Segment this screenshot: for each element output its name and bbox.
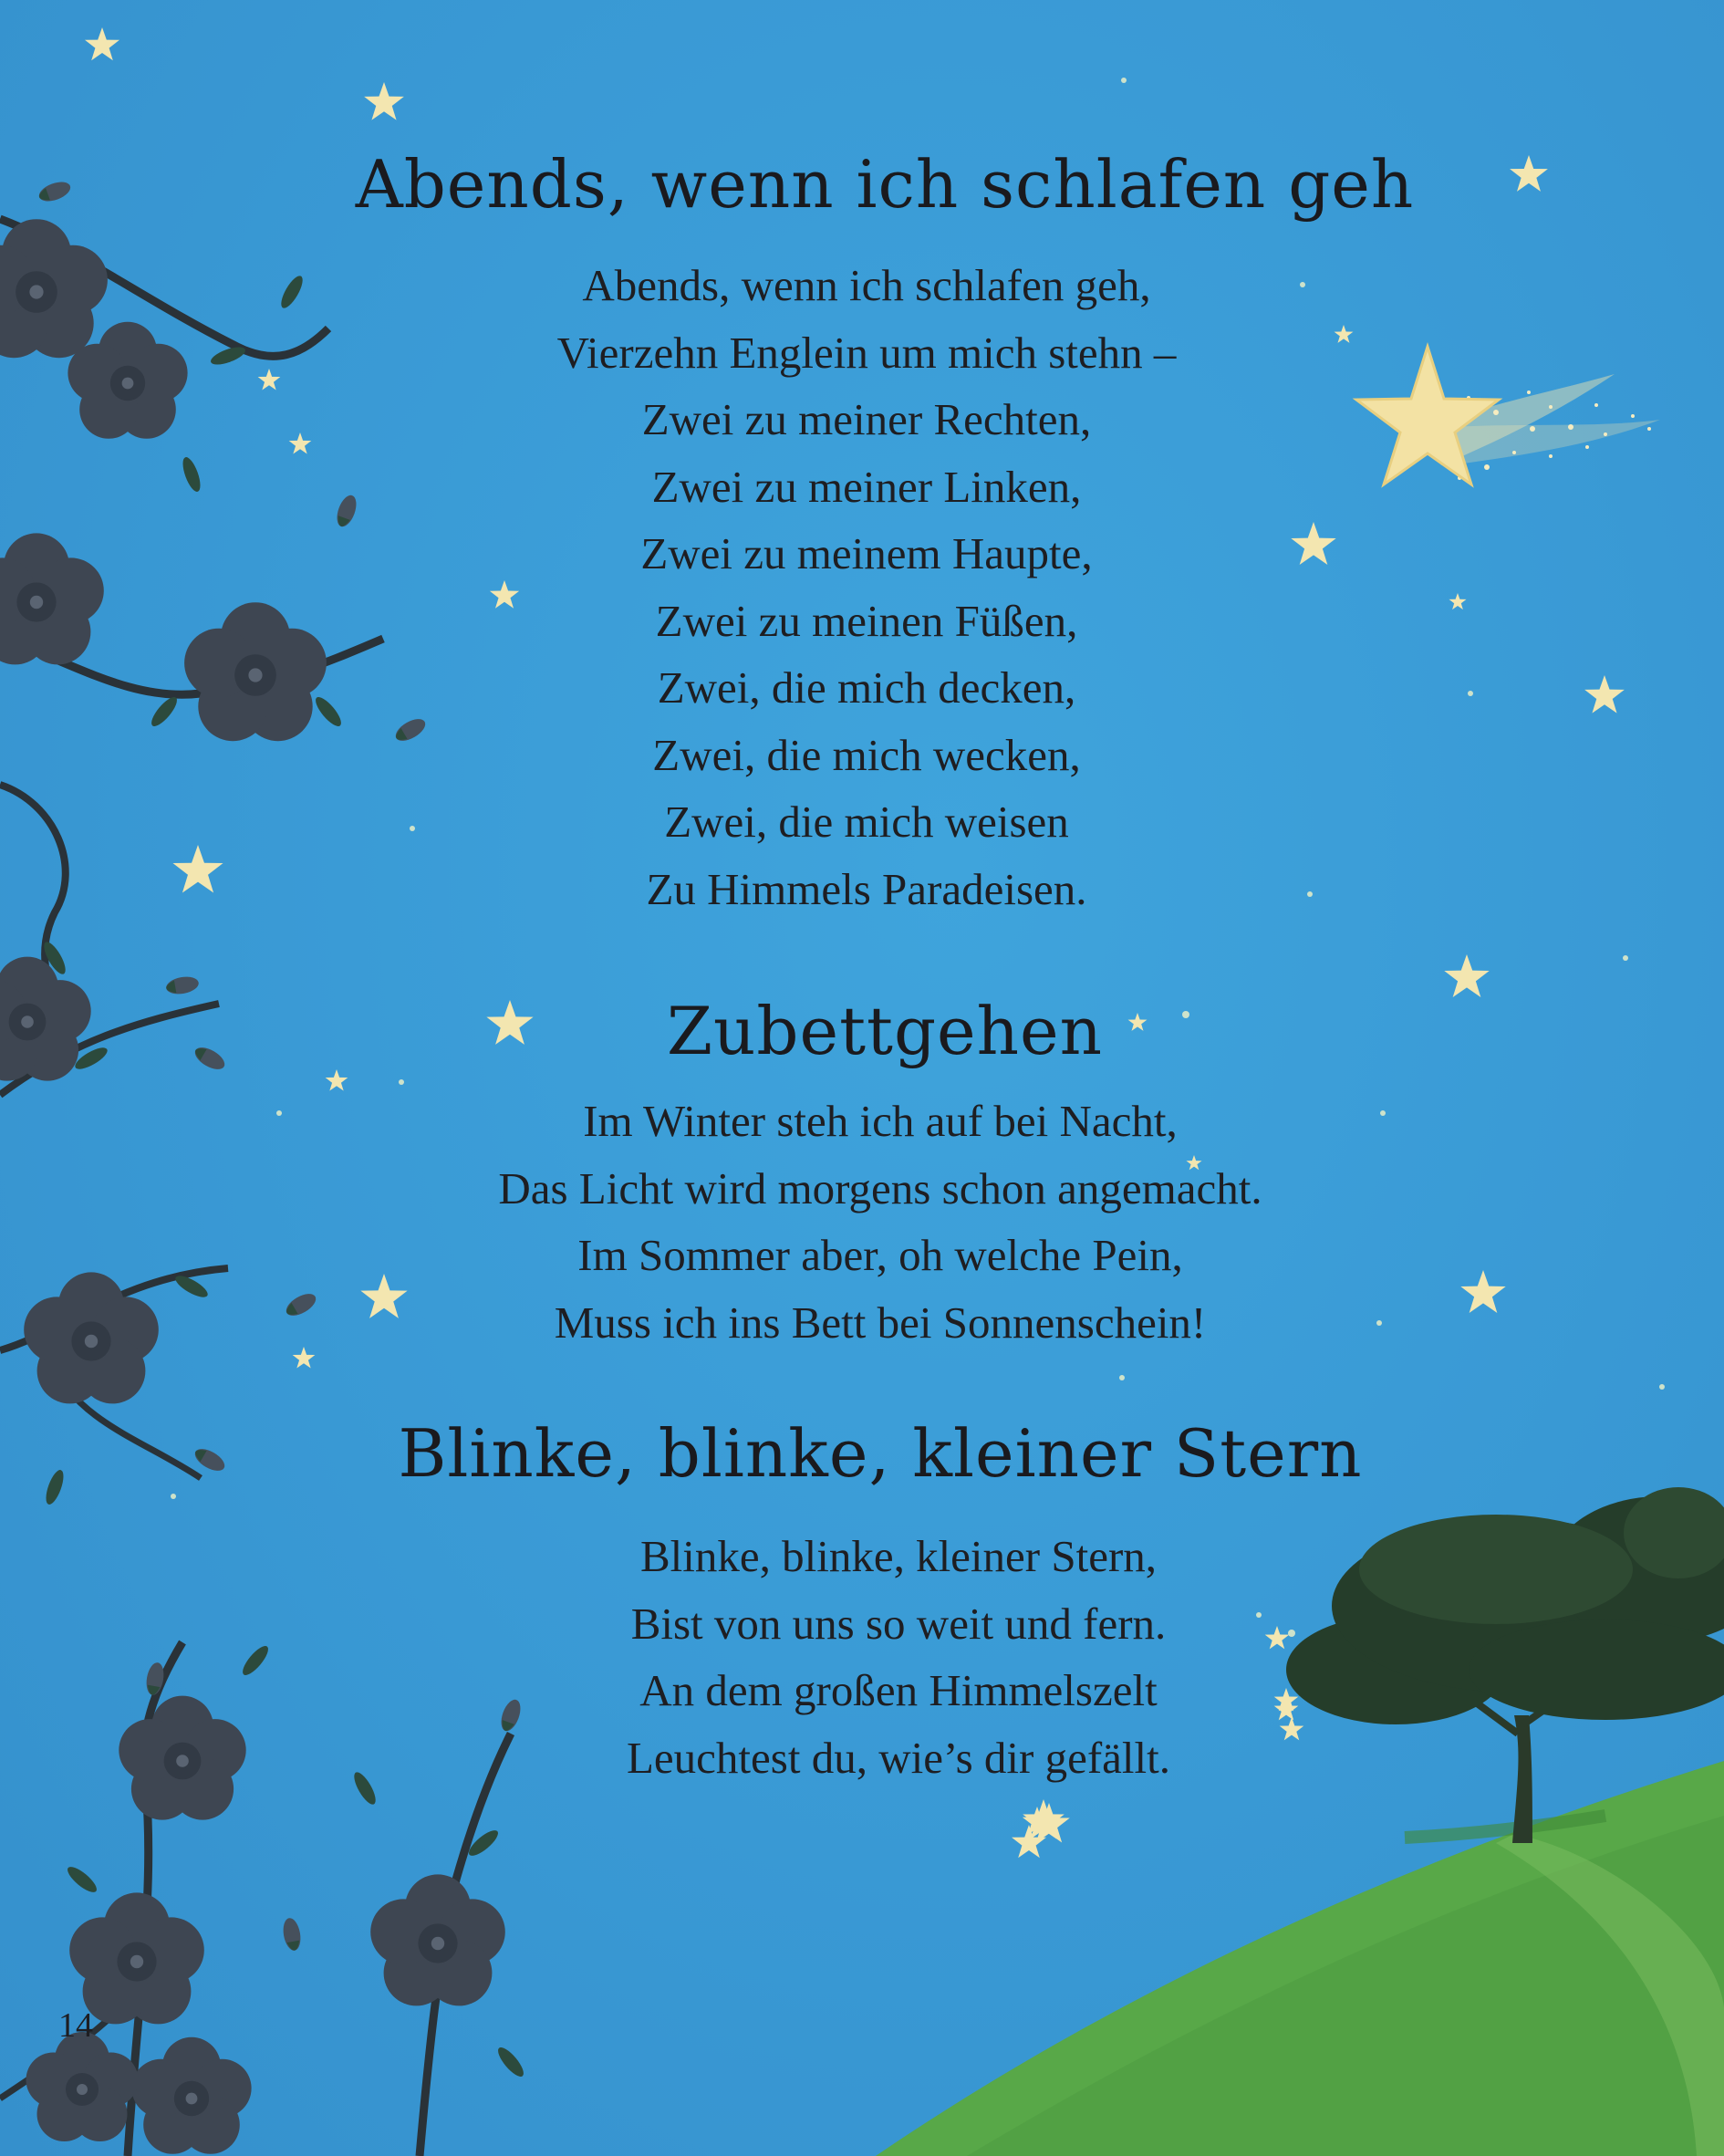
- verse-line: Zwei zu meinem Haupte,: [640, 528, 1093, 578]
- verse-line: Zwei, die mich decken,: [657, 662, 1076, 713]
- verse-line: Blinke, blinke, kleiner Stern,: [639, 1531, 1158, 1581]
- verse-line: Muss ich ins Bett bei Sonnenschein!: [554, 1297, 1207, 1348]
- page-number: 14: [58, 2006, 93, 2045]
- verse-line: Zwei zu meiner Linken,: [651, 461, 1082, 512]
- hill-icon: [876, 1761, 1724, 2156]
- verse-line: Das Licht wird morgens schon angemacht.: [498, 1162, 1262, 1213]
- verse-line: Zwei, die mich wecken,: [652, 729, 1081, 780]
- poem-blinke: [0, 1417, 1724, 1791]
- poem-verses: [9, 252, 1724, 922]
- verse-line: Im Sommer aber, oh welche Pein,: [577, 1230, 1183, 1280]
- poem-abends: [0, 148, 1724, 922]
- poem-title: Blinke, blinke, kleiner Stern: [398, 1415, 1363, 1492]
- poem-verses: [36, 1088, 1724, 1356]
- verse-line: Zwei zu meinen Füßen,: [655, 595, 1078, 646]
- verse-line: Zu Himmels Paradeisen.: [646, 863, 1087, 914]
- verse-line: Zwei zu meiner Rechten,: [641, 394, 1092, 444]
- verse-line: Bist von uns so weit und fern.: [630, 1598, 1167, 1649]
- poem-title: Zubettgehen: [666, 993, 1103, 1069]
- poem-zubettgehen: [0, 995, 1724, 1356]
- verse-line: Im Winter steh ich auf bei Nacht,: [583, 1096, 1178, 1146]
- verse-line: Vierzehn Englein um mich stehn –: [556, 327, 1177, 378]
- poem-verses: [73, 1523, 1724, 1791]
- verse-line: An dem großen Himmelszelt: [639, 1665, 1158, 1715]
- poem-title: Abends, wenn ich schlafen geh: [355, 146, 1415, 223]
- verse-line: Zwei, die mich weisen: [664, 797, 1069, 847]
- verse-line: Leuchtest du, wie’s dir gefällt.: [627, 1732, 1170, 1783]
- verse-line: Abends, wenn ich schlafen geh,: [582, 260, 1151, 310]
